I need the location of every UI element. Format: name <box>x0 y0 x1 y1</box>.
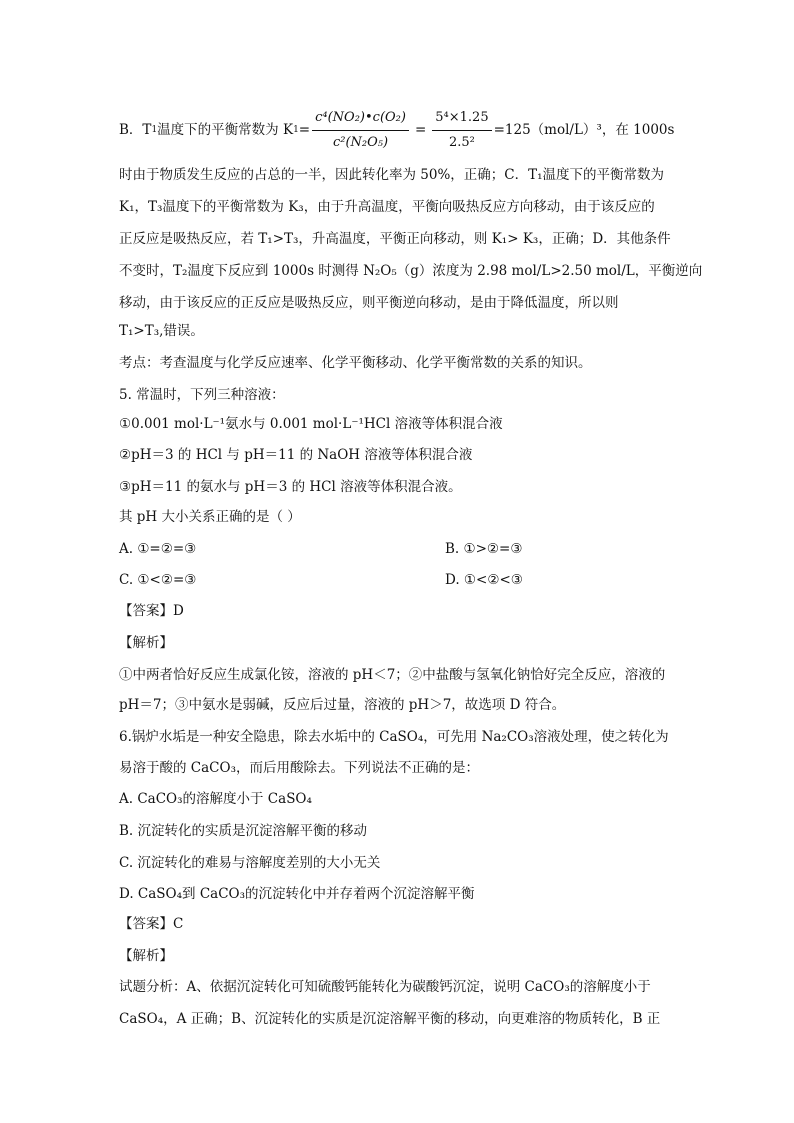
question-6-option-b: B. 沉淀转化的实质是沉淀溶解平衡的移动 <box>119 823 368 839</box>
question-6-option-d: D. CaSO₄到 CaCO₃的沉淀转化中并存着两个沉淀溶解平衡 <box>119 886 475 902</box>
question-5-prompt: 其 pH 大小关系正确的是（ ） <box>119 509 301 525</box>
solution-item-1: ①0.001 mol·L⁻¹氨水与 0.001 mol·L⁻¹HCl 溶液等体积混合液 <box>119 416 503 432</box>
q4-option-b-prefix: B．T <box>119 122 152 138</box>
formula-fraction-numeric: $\frac{\text{5⁴×1.25}}{\text{2.5²}}$ <box>432 108 491 153</box>
solution-item-3: ③pH＝11 的氨水与 pH＝3 的 HCl 溶液等体积混合液。 <box>119 479 462 495</box>
question-5-options-row-1 <box>119 539 679 559</box>
question-6-answer: 【答案】C <box>119 916 184 932</box>
text-line: T₁>T₃,错误。 <box>119 323 204 339</box>
question-6-option-a: A. CaCO₃的溶解度小于 CaSO₄ <box>119 791 312 807</box>
formula-result: =125（mol/L）³，在 1000s <box>493 122 675 138</box>
option-a: A. ①=②=③ <box>119 541 197 557</box>
text-line: K₁，T₃温度下的平衡常数为 K₃，由于升高温度，平衡向吸热反应方向移动，由于该反应的 <box>119 199 655 215</box>
question-6-option-c: C. 沉淀转化的难易与溶解度差别的大小无关 <box>119 855 381 871</box>
question-5-answer: 【答案】D <box>119 603 184 619</box>
text-line: 移动，由于该反应的正反应是吸热反应，则平衡逆向移动，是由于降低温度，所以则 <box>119 295 619 311</box>
question-5-analysis-title: 【解析】 <box>119 635 173 651</box>
question-6-stem: 易溶于酸的 CaCO₃，而后用酸除去。下列说法不正确的是： <box>119 760 479 776</box>
question-6-stem: 6.锅炉水垢是一种安全隐患，除去水垢中的 CaSO₄，可先用 Na₂CO₃溶液处理，使之转化为 <box>119 729 669 745</box>
analysis-line: ①中两者恰好反应生成氯化铵，溶液的 pH＜7；②中盐酸与氢氧化钠恰好完全反应，溶液的 <box>119 667 666 683</box>
option-d: D. ①<②<③ <box>445 572 523 588</box>
question-6-analysis-title: 【解析】 <box>119 948 173 964</box>
analysis-line: pH＝7；③中氨水是弱碱，反应后过量，溶液的 pH＞7，故选项 D 符合。 <box>119 697 566 713</box>
option-c: C. ①<②=③ <box>119 572 197 588</box>
text-line: 时由于物质发生反应的占总的一半，因此转化率为 50%，正确；C．T₁温度下的平衡常数为 <box>119 167 665 183</box>
knowledge-point-line: 考点：考查温度与化学反应速率、化学平衡移动、化学平衡常数的关系的知识。 <box>119 355 592 371</box>
solution-item-2: ②pH＝3 的 HCl 与 pH＝11 的 NaOH 溶液等体积混合液 <box>119 447 473 463</box>
analysis-line: 试题分析：A、依据沉淀转化可知硫酸钙能转化为碳酸钙沉淀，说明 CaCO₃的溶解度小于 <box>119 979 651 995</box>
text-line: 不变时，T₂温度下反应到 1000s 时测得 N₂O₅（g）浓度为 2.98 mol/L>2.50 mol/L，平衡逆向 <box>119 263 703 279</box>
question-5-stem: 5. 常温时，下列三种溶液： <box>119 387 285 403</box>
option-b: B. ①>②=③ <box>445 541 523 557</box>
equilibrium-constant-formula: B．T 1 温度下的平衡常数为 K 1 = $\frac{\text{c⁴(NO₂)•c(O₂)}}{\text{c²(N₂O₅)}}$ = $\frac{\text{5⁴×1.25}}{\text{2.5²}}$ =125（mol/L）³，在 1000s <box>119 100 674 160</box>
formula-fraction-symbolic: $\frac{\text{c⁴(NO₂)•c(O₂)}}{\text{c²(N₂O₅)}}$ <box>312 108 409 153</box>
text-line: 正反应是吸热反应，若 T₁>T₃，升高温度，平衡正向移动，则 K₁> K₃，正确；D．其他条件 <box>119 231 671 247</box>
question-5-options-row-2 <box>119 570 679 590</box>
analysis-line: CaSO₄，A 正确；B、沉淀转化的实质是沉淀溶解平衡的移动，向更难溶的物质转化，B 正 <box>119 1011 661 1027</box>
